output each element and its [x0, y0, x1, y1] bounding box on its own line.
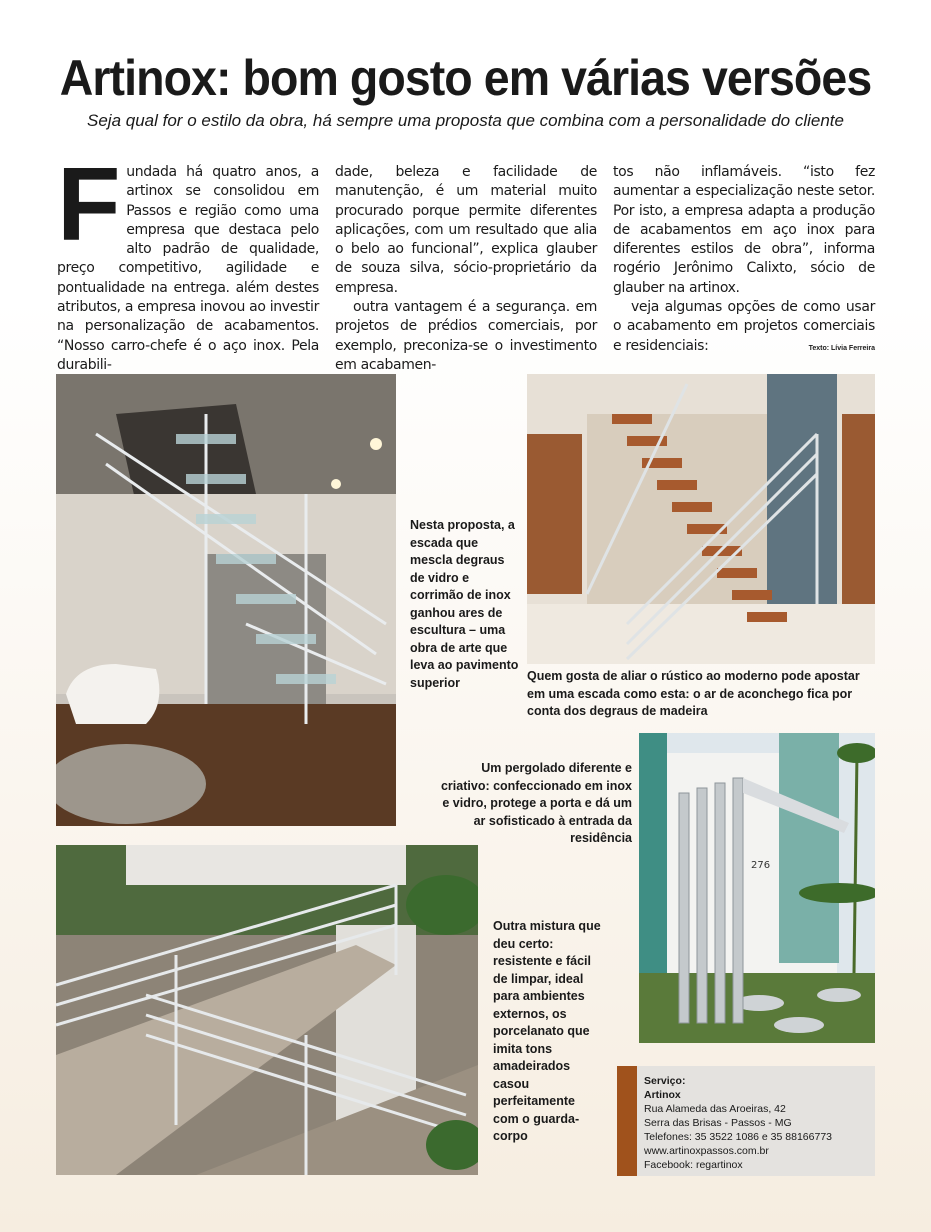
photo-outdoor-staircase [56, 845, 478, 1175]
service-info-box [617, 1066, 875, 1176]
paragraph: undada há quatro anos, a artinox se consolidou em Passos e região como uma empresa que destaca pelo alto padrão de qualidade, preço competitivo, agilidade e pontualidade na entrega. além destes atributos, a empresa inovou ao investir na personalização de acabamentos. “Nosso carro-chefe é o aço inox. Pela durabili- [57, 164, 319, 373]
facebook-line: Facebook: regartinox [644, 1159, 743, 1171]
photo-glass-staircase [56, 374, 396, 826]
photo-wooden-staircase [527, 374, 875, 664]
caption-wooden-staircase: Quem gosta de aliar o rústico ao moderno pode apostar em uma escada como esta: o ar de aconchego fica por conta dos degraus de madeira [527, 669, 860, 718]
accent-bar [617, 1066, 637, 1176]
caption-pergola: Um pergolado diferente e criativo: confeccionado em inox e vidro, protege a porta e dá um ar sofisticado à entrada da residência [440, 761, 632, 845]
paragraph: outra vantagem é a segurança. em projetos de prédios comerciais, por exemplo, preconiza-se o investimento em acabamen- [335, 299, 597, 373]
photo-pergola [639, 733, 875, 1043]
caption-outdoor-staircase: Outra mistura que deu certo: resistente e fácil de limpar, ideal para ambientes externos, os porcelanato que imita tons amadeirados casou perfeitamente com o guarda-corpo [493, 919, 601, 1143]
drop-cap: F [57, 147, 121, 263]
paragraph: dade, beleza e facilidade de manutenção, é um material muito procurado porque permite diferentes aplicações, com um resultado que alia o belo ao funcional”, explica glauber de souza silva, sócio-proprietário da empresa. [335, 164, 597, 296]
article-subtitle: Seja qual for o estilo da obra, há sempre uma proposta que combina com a personalidade do cliente [87, 111, 844, 130]
text-column-2 [335, 163, 597, 375]
paragraph: veja algumas opções de como usar o acabamento em projetos comerciais e residenciais: [613, 299, 875, 354]
text-column-3 [613, 163, 875, 356]
service-heading: Serviço: [644, 1075, 686, 1087]
article-title: Artinox: bom gosto em várias versões [59, 50, 872, 106]
text-column-1 [57, 147, 319, 375]
house-number: 276 [751, 860, 771, 871]
company-name: Artinox [644, 1089, 681, 1101]
author-credit: Texto: Lívia Ferreira [808, 345, 875, 352]
district-line: Serra das Brisas - Passos - MG [644, 1117, 792, 1129]
address-line: Rua Alameda das Aroeiras, 42 [644, 1103, 786, 1115]
phone-line: Telefones: 35 3522 1086 e 35 88166773 [644, 1131, 833, 1143]
paragraph: tos não inflamáveis. “isto fez aumentar a especialização neste setor. Por isto, a empresa adapta a produção de acabamentos em aço inox para diferentes estilos de obra”, informa rogério Jerônimo Calixto, sócio de glauber na artinox. [613, 164, 875, 296]
caption-glass-staircase: Nesta proposta, a escada que mescla degraus de vidro e corrimão de inox ganhou ares de escultura – uma obra de arte que leva ao pavimento superior [410, 518, 519, 690]
website-link[interactable]: www.artinoxpassos.com.br [644, 1145, 769, 1157]
